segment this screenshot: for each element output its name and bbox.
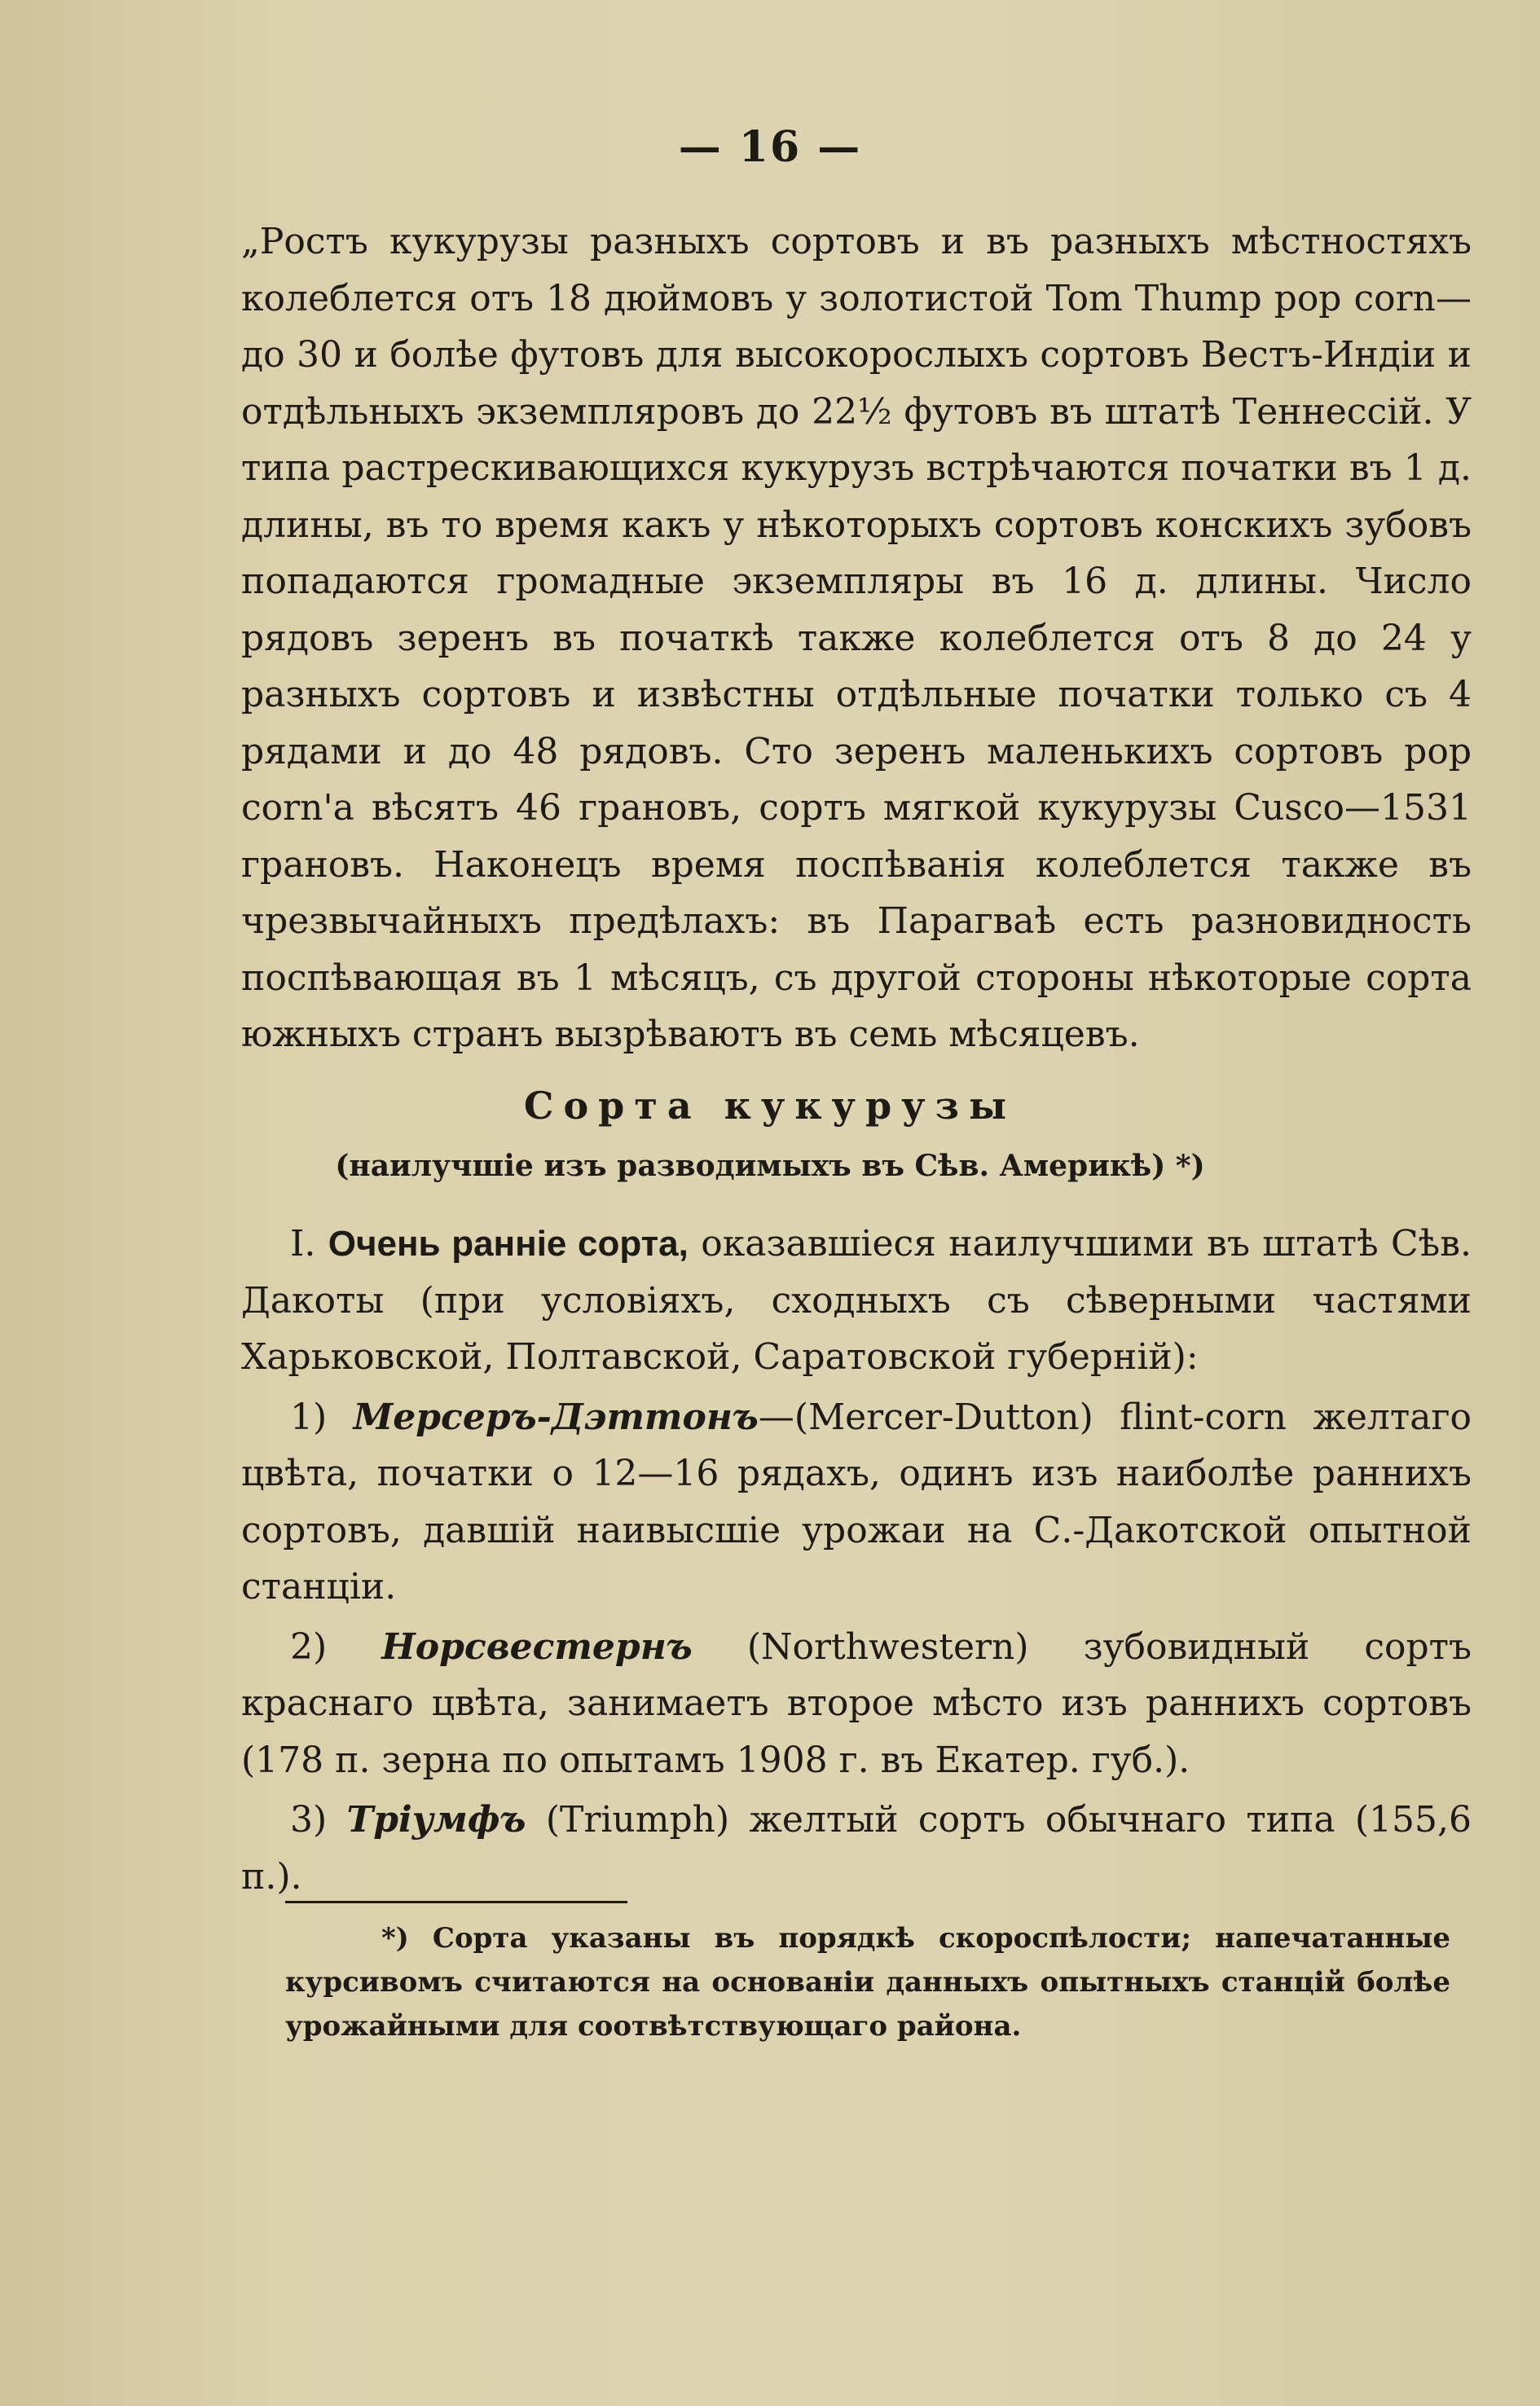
variety-description: —(Mercer-Dutton) flint-corn желтаго цвѣта, початки о 12—16 рядахъ, одинъ изъ наиболѣе раннихъ сортовъ, давшій наивысшіе урожаи на С.-Дакотской опытной станціи. bbox=[241, 1396, 1472, 1608]
section-subheading: (наилучшіе изъ разводимыхъ въ Сѣв. Америкѣ) *) bbox=[335, 1149, 1205, 1183]
section-heading: Сорта кукурузы bbox=[523, 1084, 1017, 1128]
variety-number: 2) bbox=[290, 1625, 328, 1668]
variety-list bbox=[241, 1216, 1472, 1908]
variety-number: 3) bbox=[290, 1799, 328, 1841]
footnote: *) Сорта указаны въ порядкѣ скороспѣлости; напечатанные курсивомъ считаются на основаніи данныхъ опытныхъ станцій болѣе урожайными для соотвѣтствующаго района. bbox=[285, 1922, 1450, 2043]
variety-name: Мерсеръ-Дэттонъ bbox=[353, 1396, 759, 1438]
category-paragraph bbox=[241, 1216, 1472, 1386]
variety-item bbox=[241, 1792, 1472, 1905]
category-numeral: I. bbox=[290, 1223, 316, 1265]
page-number: — 16 — bbox=[678, 122, 862, 172]
footnote-divider bbox=[285, 1901, 627, 1903]
variety-number: 1) bbox=[290, 1396, 328, 1438]
variety-item bbox=[241, 1619, 1472, 1789]
intro-paragraph: „Ростъ кукурузы разныхъ сортовъ и въ разныхъ мѣстностяхъ колеблется отъ 18 дюймовъ у золотистой Tom Thump pop corn—до 30 и болѣе футовъ для высокорослыхъ сортовъ Вестъ-Индіи и отдѣльныхъ экземпляровъ до 22½ футовъ въ штатѣ Теннессій. У типа растрескивающихся кукурузъ встрѣчаются початки въ 1 д. длины, въ то время какъ у нѣкоторыхъ сортовъ конскихъ зубовъ попадаются громадные экземпляры въ 16 д. длины. Число рядовъ зеренъ въ початкѣ также колеблется отъ 8 до 24 у разныхъ сортовъ и извѣстны отдѣльные початки только съ 4 рядами и до 48 рядовъ. Сто зеренъ маленькихъ сортовъ pop corn'а вѣсятъ 46 грановъ, сортъ мягкой кукурузы Cusco—1531 грановъ. Наконецъ время поспѣванія колеблется также въ чрезвычайныхъ предѣлахъ: въ Парагваѣ есть разновидность поспѣвающая въ 1 мѣсяцъ, съ другой стороны нѣкоторые сорта южныхъ странъ вызрѣваютъ въ семь мѣсяцевъ. bbox=[241, 221, 1472, 1055]
variety-item bbox=[241, 1389, 1472, 1616]
variety-description: (Northwestern) зубовидный сортъ краснаго цвѣта, занимаетъ второе мѣсто изъ раннихъ сортовъ (178 п. зерна по опытамъ 1908 г. въ Екатер. губ.). bbox=[241, 1625, 1472, 1781]
variety-name: Норсвестернъ bbox=[381, 1625, 693, 1668]
category-text: оказавшіеся наилучшими въ штатѣ Сѣв. Дакоты (при условіяхъ, сходныхъ съ сѣверными частями Харьковской, Полтавской, Саратовской губерній): bbox=[241, 1223, 1472, 1378]
variety-description: (Triumph) желтый сортъ обычнаго типа (155,6 п.). bbox=[241, 1799, 1472, 1898]
intro-paragraph-block bbox=[241, 213, 1472, 1063]
category-title: Очень раннiе сорта, bbox=[328, 1224, 689, 1264]
variety-name: Тріумфъ bbox=[346, 1799, 526, 1841]
